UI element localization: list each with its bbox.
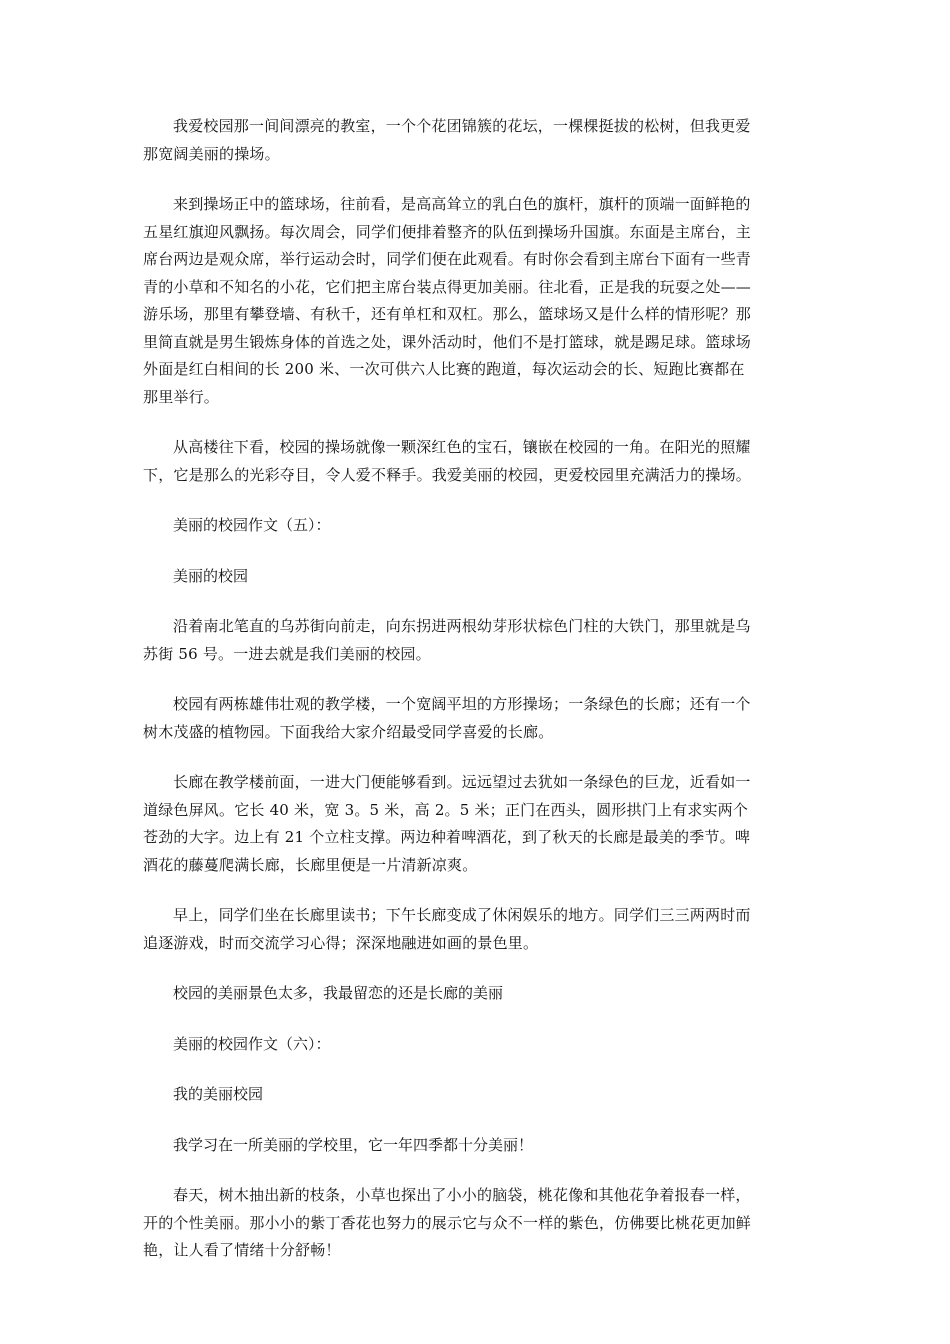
text-line: 五星红旗迎风飘扬。每次周会，同学们便排着整齐的队伍到操场升国旗。东面是主席台，主 <box>143 222 752 241</box>
paragraph-basketball-court <box>143 191 809 411</box>
paragraph-intro <box>143 113 809 168</box>
text-line: 早上，同学们坐在长廊里读书；下午长廊变成了休闲娱乐的地方。同学们三三两两时而 <box>173 906 751 924</box>
text-line: 从高楼往下看，校园的操场就像一颗深红色的宝石，镶嵌在校园的一角。在阳光的照耀 <box>173 438 751 456</box>
text-line: 席台两边是观众席，举行运动会时，同学们便在此观看。有时你会看到主席台下面有一些青 <box>143 250 752 268</box>
text-line: 树木茂盛的植物园。下面我给大家介绍最受同学喜爱的长廊。 <box>143 722 554 741</box>
text-line: 游乐场，那里有攀登墙、有秋千，还有单杠和双杠。那么，篮球场又是什么样的情形呢？那 <box>143 305 752 323</box>
text-line: 校园有两栋雄伟壮观的教学楼，一个宽阔平坦的方形操场；一条绿色的长廊；还有一个 <box>173 695 751 713</box>
paragraph-from-above <box>143 434 809 489</box>
paragraph-spring <box>143 1182 809 1265</box>
text-line: 酒花的藤蔓爬满长廊，长廊里便是一片清新凉爽。 <box>143 855 478 874</box>
paragraph-morning <box>143 902 809 957</box>
paragraph-corridor <box>143 769 809 879</box>
paragraph-wusu-street <box>143 613 809 668</box>
text-line: 校园的美丽景色太多，我最留恋的还是长廊的美丽 <box>173 984 504 1002</box>
text-line: 外面是红白相间的长 200 米、一次可供六人比赛的跑道，每次运动会的长、短跑比赛都在 <box>143 360 745 378</box>
text-line: 下，它是那么的光彩夺目，令人爱不释手。我爱美丽的校园，更爱校园里充满活力的操场。 <box>143 465 752 484</box>
text-line: 春天，树木抽出新的枝条，小草也探出了小小的脑袋，桃花像和其他花争着报春一样， <box>173 1186 751 1204</box>
text-line: 美丽的校园作文（五）： <box>173 516 331 534</box>
essay-heading-six <box>143 1031 809 1059</box>
text-line: 我爱校园那一间间漂亮的教室，一个个花团锦簇的花坛，一棵棵挺拔的松树，但我更爱 <box>173 117 751 135</box>
text-line: 艳，让人看了情绪十分舒畅！ <box>143 1241 341 1259</box>
text-line: 道绿色屏风。它长 40 米，宽 3。5 米，高 2。5 米；正门在西头，圆形拱门上有求实两个 <box>143 800 749 819</box>
text-line: 开的个性美丽。那小小的紫丁香花也努力的展示它与众不一样的紫色，仿佛要比桃花更加鲜 <box>143 1213 752 1232</box>
paragraph-school-intro <box>143 1132 809 1160</box>
text-line: 沿着南北笔直的乌苏街向前走，向东拐进两根幼芽形状棕色门柱的大铁门，那里就是乌 <box>173 617 751 635</box>
document-page <box>143 113 809 1288</box>
text-line: 我的美丽校园 <box>173 1085 264 1103</box>
text-line: 美丽的校园作文（六）： <box>173 1034 331 1053</box>
essay-title-six <box>143 1081 809 1109</box>
text-line: 美丽的校园 <box>173 566 249 585</box>
text-line: 苍劲的大字。边上有 21 个立柱支撑。两边种着啤酒花，到了秋天的长廊是最美的季节。啤 <box>143 828 751 846</box>
essay-title <box>143 563 809 591</box>
essay-heading-five <box>143 512 809 540</box>
text-line: 长廊在教学楼前面，一进大门便能够看到。远远望过去犹如一条绿色的巨龙，近看如一 <box>173 773 751 791</box>
text-line: 来到操场正中的篮球场，往前看，是高高耸立的乳白色的旗杆，旗杆的顶端一面鲜艳的 <box>173 195 751 213</box>
text-line: 那里举行。 <box>143 387 220 406</box>
text-line: 青的小草和不知名的小花，它们把主席台装点得更加美丽。往北看，正是我的玩耍之处—— <box>143 277 752 296</box>
text-line: 追逐游戏，时而交流学习心得；深深地融进如画的景色里。 <box>143 933 539 952</box>
text-line: 里简直就是男生锻炼身体的首选之处，课外活动时，他们不是打篮球，就是踢足球。篮球场 <box>143 332 752 351</box>
text-line: 苏街 56 号。一进去就是我们美丽的校园。 <box>143 644 431 663</box>
text-line: 我学习在一所美丽的学校里，它一年四季都十分美丽！ <box>173 1135 534 1154</box>
paragraph-campus-overview <box>143 691 809 746</box>
text-line: 那宽阔美丽的操场。 <box>143 144 280 163</box>
paragraph-closing <box>143 980 809 1008</box>
